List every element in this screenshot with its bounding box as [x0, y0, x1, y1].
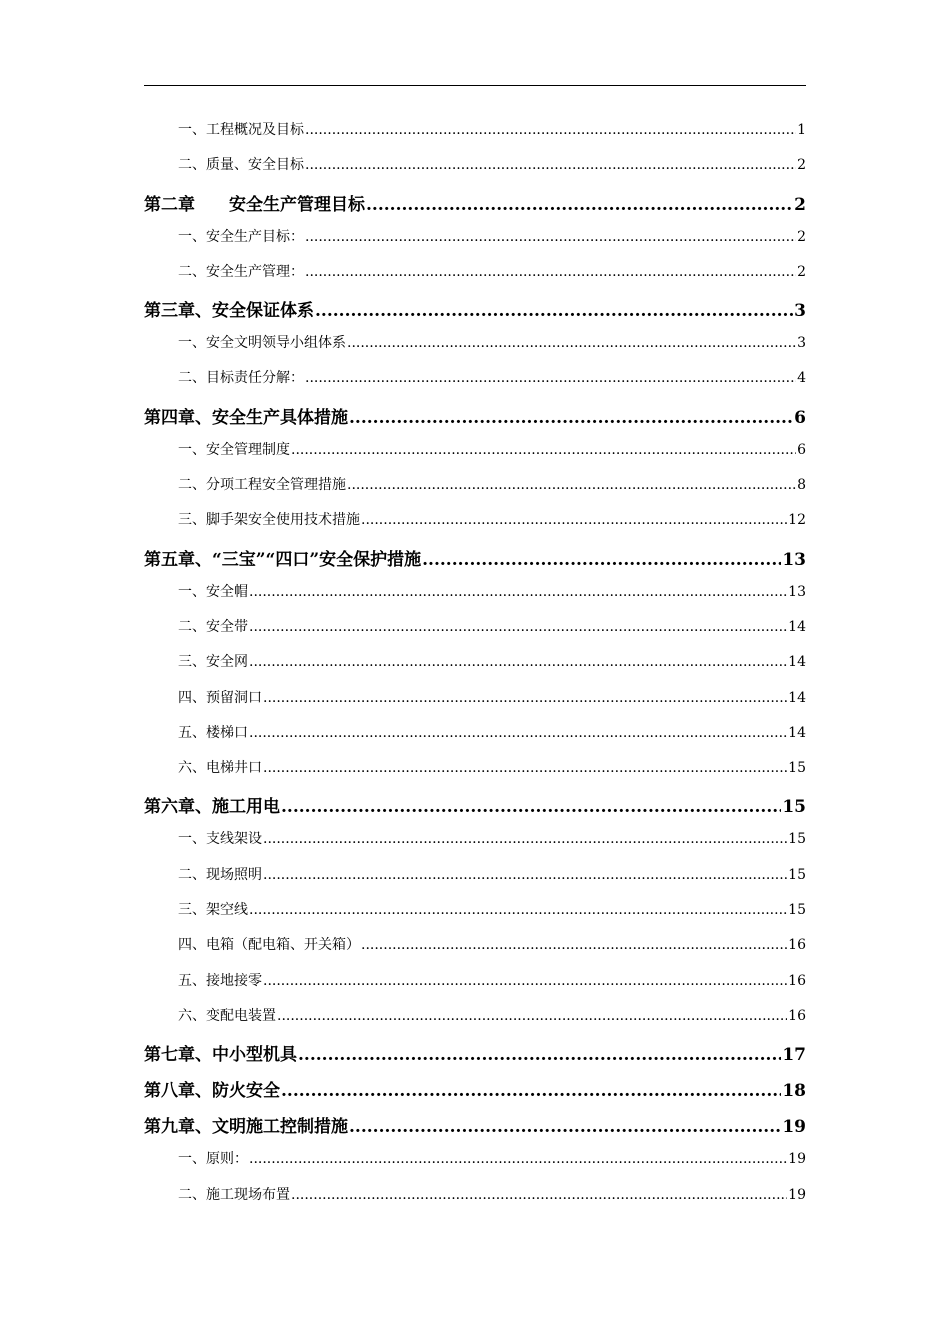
toc-chapter-entry[interactable]	[144, 296, 806, 332]
toc-dot-leader	[305, 229, 796, 245]
toc-chapter-entry[interactable]	[144, 545, 806, 581]
toc-entry-label: 六、变配电装置	[178, 1007, 276, 1024]
toc-section-entry[interactable]	[144, 1184, 806, 1219]
toc-section-entry[interactable]	[144, 828, 806, 863]
toc-page-number: 15	[782, 797, 806, 818]
toc-dot-leader	[277, 1008, 787, 1024]
toc-dot-leader	[361, 937, 787, 953]
toc-page-number: 14	[788, 618, 806, 635]
toc-dot-leader	[249, 584, 787, 600]
toc-entry-label: 一、工程概况及目标	[178, 122, 304, 138]
toc-entry-label: 二、分项工程安全管理措施	[178, 477, 346, 494]
toc-dot-leader	[263, 867, 787, 883]
toc-entry-label: 一、安全管理制度	[178, 441, 290, 458]
toc-section-entry[interactable]	[144, 722, 806, 757]
toc-dot-leader	[298, 1045, 781, 1065]
toc-dot-leader	[263, 760, 787, 776]
toc-dot-leader	[349, 408, 793, 428]
toc-entry-label: 五、接地接零	[178, 972, 262, 989]
toc-page-number: 15	[788, 902, 806, 919]
toc-entry-label: 二、质量、安全目标	[178, 157, 304, 174]
toc-dot-leader	[347, 477, 796, 493]
toc-page-number: 19	[788, 1151, 806, 1168]
toc-page-number: 18	[782, 1081, 806, 1102]
toc-section-entry[interactable]	[144, 616, 806, 651]
toc-page-number: 15	[788, 866, 806, 883]
toc-section-entry[interactable]	[144, 1005, 806, 1040]
toc-dot-leader	[249, 902, 787, 918]
toc-dot-leader	[281, 1081, 781, 1101]
toc-section-entry[interactable]	[144, 474, 806, 509]
toc-page-number: 17	[782, 1045, 806, 1066]
toc-entry-label: 六、电梯井口	[178, 760, 262, 777]
toc-section-entry[interactable]	[144, 226, 806, 261]
toc-page-number: 16	[788, 972, 806, 989]
toc-page-number: 1	[797, 122, 806, 138]
toc-dot-leader	[291, 442, 796, 458]
toc-section-entry[interactable]	[144, 970, 806, 1005]
toc-chapter-entry[interactable]	[144, 1112, 806, 1148]
toc-page-number: 19	[788, 1186, 806, 1203]
toc-page-number: 16	[788, 937, 806, 954]
toc-entry-label: 一、原则：	[178, 1151, 248, 1168]
toc-entry-label: 二、现场照明	[178, 866, 262, 883]
toc-page-number: 13	[788, 583, 806, 600]
toc-entry-label: 第六章、施工用电	[144, 797, 280, 818]
toc-entry-label: 二、目标责任分解：	[178, 370, 304, 387]
toc-entry-label: 一、安全文明领导小组体系	[178, 335, 346, 352]
toc-section-entry[interactable]	[144, 367, 806, 402]
toc-dot-leader	[249, 619, 787, 635]
toc-section-entry[interactable]	[144, 864, 806, 899]
toc-section-entry[interactable]	[144, 581, 806, 616]
toc-dot-leader	[305, 122, 796, 138]
toc-page-number: 6	[797, 441, 806, 458]
toc-dot-leader	[249, 654, 787, 670]
toc-page-number: 2	[797, 263, 806, 280]
toc-section-entry[interactable]	[144, 261, 806, 296]
toc-page-number: 2	[794, 194, 806, 215]
toc-entry-label: 第五章、“三宝”“四口”安全保护措施	[144, 549, 422, 570]
table-of-contents	[144, 119, 806, 1219]
toc-entry-label: 第八章、防火安全	[144, 1081, 280, 1102]
toc-dot-leader	[281, 797, 781, 817]
toc-dot-leader	[361, 512, 787, 528]
toc-page-number: 14	[788, 689, 806, 706]
toc-entry-label: 二、施工现场布置	[178, 1186, 290, 1203]
toc-section-entry[interactable]	[144, 757, 806, 792]
toc-dot-leader	[347, 335, 796, 351]
toc-page-number: 8	[797, 477, 806, 494]
toc-section-entry[interactable]	[144, 1148, 806, 1183]
toc-entry-label: 第七章、中小型机具	[144, 1045, 297, 1066]
toc-dot-leader	[249, 725, 787, 741]
toc-page-number: 6	[794, 407, 806, 428]
toc-chapter-entry[interactable]	[144, 1040, 806, 1076]
toc-chapter-entry[interactable]	[144, 792, 806, 828]
toc-entry-label: 第三章、安全保证体系	[144, 301, 314, 322]
toc-dot-leader	[315, 301, 793, 321]
toc-page-number: 3	[797, 335, 806, 352]
toc-page-number: 15	[788, 760, 806, 777]
toc-dot-leader	[249, 1151, 787, 1167]
toc-page-number: 4	[797, 370, 806, 387]
toc-entry-label: 四、电箱（配电箱、开关箱）	[178, 937, 360, 954]
toc-section-entry[interactable]	[144, 687, 806, 722]
toc-entry-label: 二、安全带	[178, 618, 248, 635]
toc-section-entry[interactable]	[144, 332, 806, 367]
toc-dot-leader	[305, 264, 796, 280]
toc-entry-label: 一、支线架设	[178, 831, 262, 848]
toc-page-number: 14	[788, 654, 806, 671]
toc-entry-label: 第二章 安全生产管理目标	[144, 194, 365, 215]
toc-dot-leader	[263, 831, 787, 847]
toc-dot-leader	[305, 370, 796, 386]
toc-section-entry[interactable]	[144, 119, 806, 154]
toc-page-number: 16	[788, 1007, 806, 1024]
toc-entry-label: 三、脚手架安全使用技术措施	[178, 512, 360, 529]
toc-dot-leader	[349, 1117, 781, 1137]
toc-section-entry[interactable]	[144, 899, 806, 934]
toc-entry-label: 四、预留洞口	[178, 689, 262, 706]
toc-page-number: 2	[797, 157, 806, 174]
toc-section-entry[interactable]	[144, 509, 806, 544]
toc-dot-leader	[263, 973, 787, 989]
toc-chapter-entry[interactable]	[144, 403, 806, 439]
toc-entry-label: 第四章、安全生产具体措施	[144, 407, 348, 428]
toc-dot-leader	[291, 1187, 787, 1203]
toc-section-entry[interactable]	[144, 154, 806, 189]
toc-entry-label: 第九章、文明施工控制措施	[144, 1117, 348, 1138]
toc-entry-label: 五、楼梯口	[178, 724, 248, 741]
toc-page-number: 12	[788, 512, 806, 529]
toc-entry-label: 一、安全帽	[178, 583, 248, 600]
toc-chapter-entry[interactable]	[144, 190, 806, 226]
toc-section-entry[interactable]	[144, 651, 806, 686]
toc-page-number: 2	[797, 228, 806, 245]
toc-page-number: 19	[782, 1117, 806, 1138]
toc-section-entry[interactable]	[144, 439, 806, 474]
toc-dot-leader	[366, 195, 793, 215]
toc-dot-leader	[263, 690, 787, 706]
toc-page-number: 15	[788, 831, 806, 848]
toc-chapter-entry[interactable]	[144, 1076, 806, 1112]
toc-page-number: 3	[794, 301, 806, 322]
header-rule	[144, 85, 806, 86]
toc-entry-label: 三、安全网	[178, 654, 248, 671]
toc-section-entry[interactable]	[144, 934, 806, 969]
toc-entry-label: 三、架空线	[178, 902, 248, 919]
toc-page-number: 13	[782, 549, 806, 570]
toc-entry-label: 二、安全生产管理：	[178, 263, 304, 280]
toc-dot-leader	[305, 157, 796, 173]
toc-page-number: 14	[788, 724, 806, 741]
toc-dot-leader	[422, 550, 781, 570]
toc-entry-label: 一、安全生产目标：	[178, 228, 304, 245]
